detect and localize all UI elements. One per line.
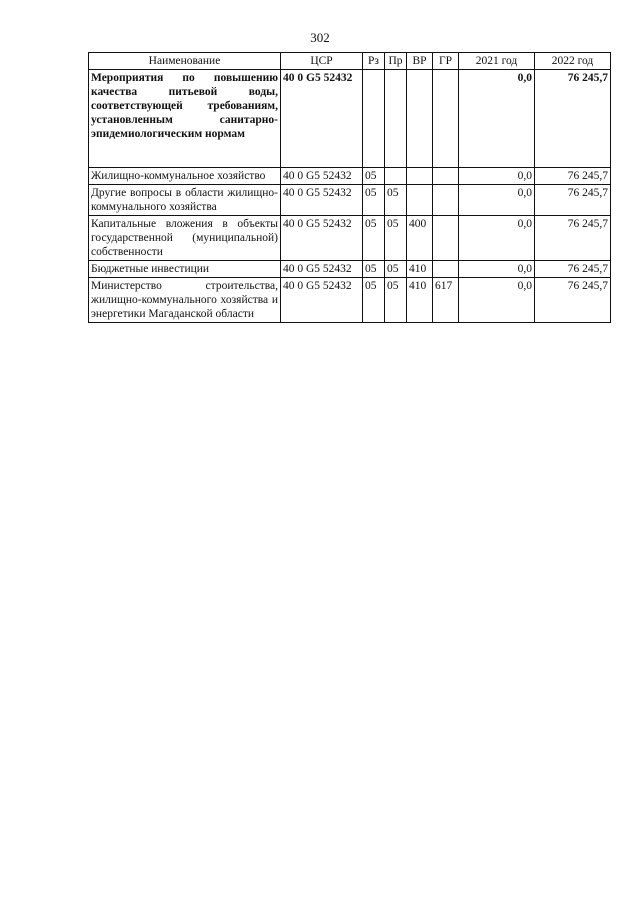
row-2022: 76 245,7 — [535, 216, 611, 261]
row-name: Мероприятия по повышению качества питьевой воды, соответствующей требованиям, установленным санитарно-эпидемиологическим нормам — [89, 70, 281, 168]
row-name: Бюджетные инвестиции — [89, 261, 281, 278]
row-gr: 617 — [433, 278, 459, 323]
row-2021: 0,0 — [459, 278, 535, 323]
row-rz: 05 — [363, 185, 385, 216]
row-name: Министерство строительства, жилищно-коммунального хозяйства и энергетики Магаданской области — [89, 278, 281, 323]
header-pr: Пр — [385, 53, 407, 70]
row-csr: 40 0 G5 52432 — [281, 278, 363, 323]
row-name: Другие вопросы в области жилищно-коммунального хозяйства — [89, 185, 281, 216]
row-gr — [433, 216, 459, 261]
row-vr: 400 — [407, 216, 433, 261]
table-row — [89, 278, 611, 323]
row-vr: 410 — [407, 278, 433, 323]
row-2022: 76 245,7 — [535, 185, 611, 216]
row-rz: 05 — [363, 216, 385, 261]
row-rz: 05 — [363, 278, 385, 323]
header-name: Наименование — [89, 53, 281, 70]
row-rz — [363, 70, 385, 168]
header-2022: 2022 год — [535, 53, 611, 70]
row-gr — [433, 168, 459, 185]
row-pr: 05 — [385, 185, 407, 216]
row-pr — [385, 70, 407, 168]
row-2021: 0,0 — [459, 168, 535, 185]
row-2021: 0,0 — [459, 70, 535, 168]
row-2021: 0,0 — [459, 261, 535, 278]
row-2021: 0,0 — [459, 185, 535, 216]
row-gr — [433, 185, 459, 216]
table-row — [89, 168, 611, 185]
row-2022: 76 245,7 — [535, 278, 611, 323]
row-pr — [385, 168, 407, 185]
page-number: 302 — [310, 30, 330, 45]
row-name: Жилищно-коммунальное хозяйство — [89, 168, 281, 185]
row-vr — [407, 168, 433, 185]
row-pr: 05 — [385, 216, 407, 261]
row-pr: 05 — [385, 278, 407, 323]
row-name: Капитальные вложения в объекты государственной (муниципальной) собственности — [89, 216, 281, 261]
header-csr: ЦСР — [281, 53, 363, 70]
row-gr — [433, 261, 459, 278]
table-row — [89, 70, 611, 168]
row-2022: 76 245,7 — [535, 168, 611, 185]
row-2022: 76 245,7 — [535, 70, 611, 168]
row-vr — [407, 70, 433, 168]
row-2021: 0,0 — [459, 216, 535, 261]
row-gr — [433, 70, 459, 168]
row-csr: 40 0 G5 52432 — [281, 70, 363, 168]
header-vr: ВР — [407, 53, 433, 70]
row-vr: 410 — [407, 261, 433, 278]
row-csr: 40 0 G5 52432 — [281, 185, 363, 216]
row-pr: 05 — [385, 261, 407, 278]
row-csr: 40 0 G5 52432 — [281, 216, 363, 261]
header-2021: 2021 год — [459, 53, 535, 70]
header-rz: Рз — [363, 53, 385, 70]
row-rz: 05 — [363, 261, 385, 278]
row-csr: 40 0 G5 52432 — [281, 168, 363, 185]
row-rz: 05 — [363, 168, 385, 185]
budget-table — [88, 52, 611, 323]
header-gr: ГР — [433, 53, 459, 70]
table-row — [89, 216, 611, 261]
row-2022: 76 245,7 — [535, 261, 611, 278]
row-vr — [407, 185, 433, 216]
table-header-row — [89, 53, 611, 70]
table-row — [89, 185, 611, 216]
table-row — [89, 261, 611, 278]
row-csr: 40 0 G5 52432 — [281, 261, 363, 278]
